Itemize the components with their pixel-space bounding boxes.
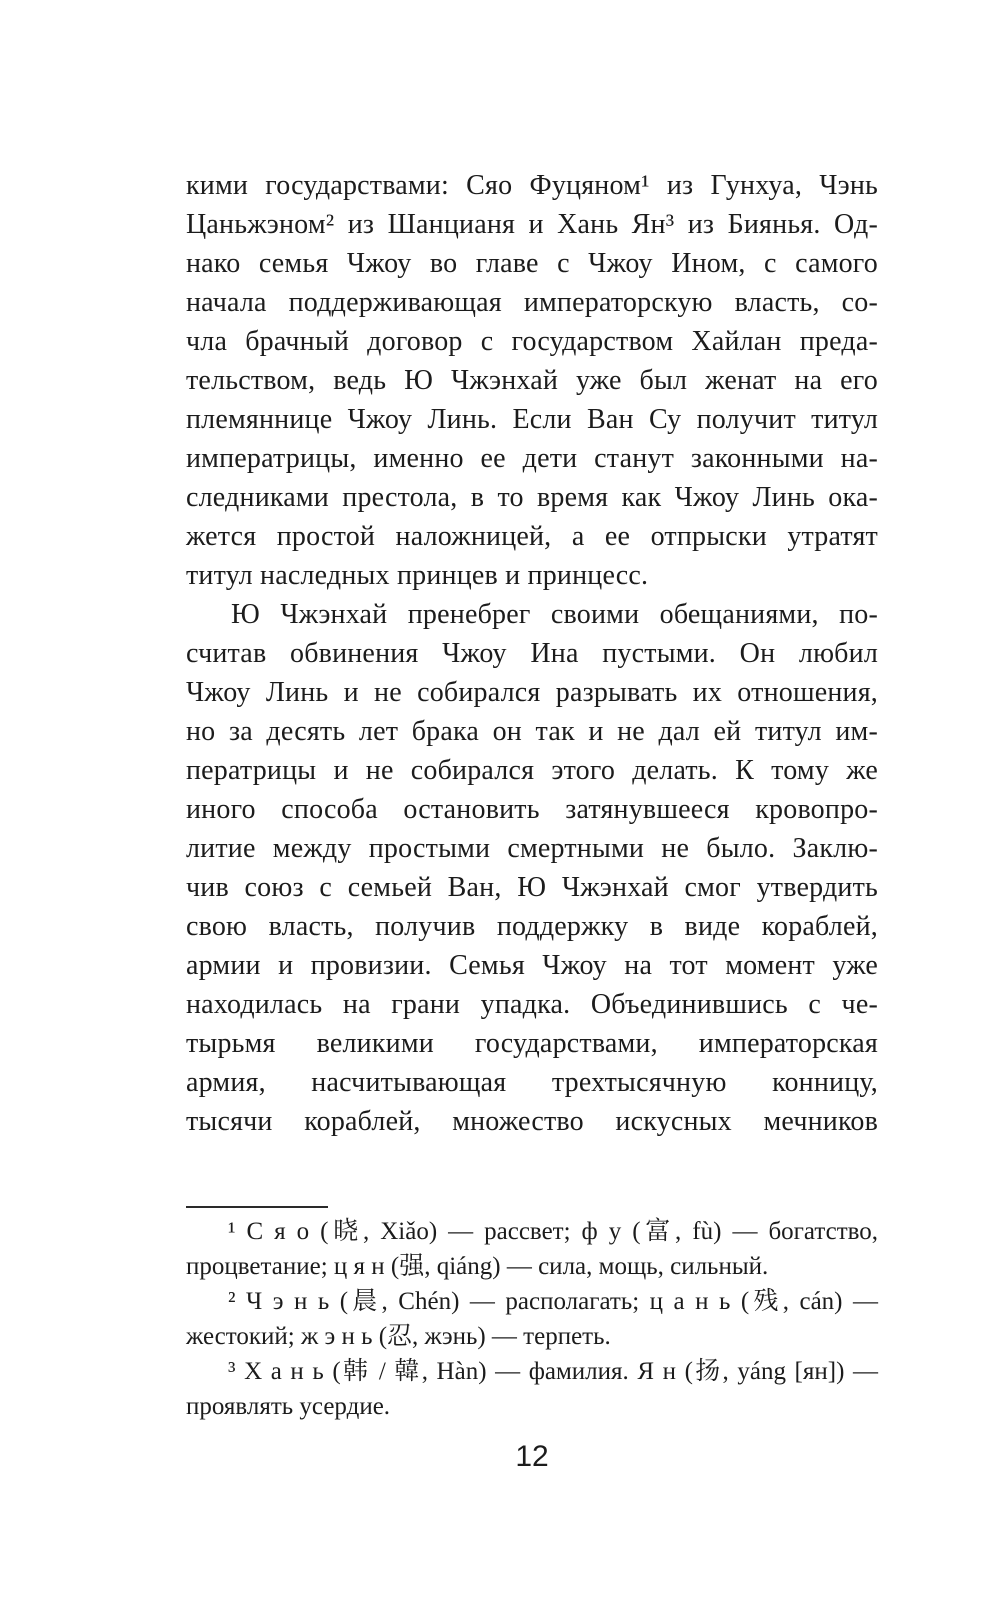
footnotes-block <box>186 1214 878 1424</box>
footnote-line: ¹ С я о (晓, Xiǎo) — рассвет; ф у (富, fù) — богатство, <box>228 1218 878 1245</box>
body-line: кими государствами: Сяо Фуцяном¹ из Гунхуа, Чэнь <box>186 170 878 201</box>
body-line: тельством, ведь Ю Чжэнхай уже был женат на его <box>186 365 878 396</box>
footnote-line: ³ Х а н ь (韩 / 韓, Hàn) — фамилия. Я н (扬, yáng [ян]) — <box>228 1358 878 1385</box>
footnote-line: жестокий; ж э н ь (忍, жэнь) — терпеть. <box>186 1323 611 1350</box>
body-text-block <box>186 166 878 1141</box>
body-line: литие между простыми смертными не было. Заклю- <box>186 833 878 864</box>
body-line: Ю Чжэнхай пренебрег своими обещаниями, по- <box>231 599 878 630</box>
body-line: начала поддерживающая императорскую власть, со- <box>186 287 878 318</box>
body-line: императрицы, именно ее дети станут законными на- <box>186 443 878 474</box>
body-line: нако семья Чжоу во главе с Чжоу Ином, с самого <box>186 248 878 279</box>
body-line: чла брачный договор с государством Хайлан преда- <box>186 326 878 357</box>
body-line: армия, насчитывающая трехтысячную конницу, <box>186 1067 878 1098</box>
body-line: жется простой наложницей, а ее отпрыски утратят <box>186 521 878 552</box>
body-line: Цаньжэном² из Шанцианя и Хань Ян³ из Биянья. Од- <box>186 209 878 240</box>
body-line: свою власть, получив поддержку в виде кораблей, <box>186 911 878 942</box>
body-line: иного способа остановить затянувшееся кровопро- <box>186 794 878 825</box>
body-line: Чжоу Линь и не собирался разрывать их отношения, <box>186 677 878 708</box>
body-line: чив союз с семьей Ван, Ю Чжэнхай смог утвердить <box>186 872 878 903</box>
body-line: племяннице Чжоу Линь. Если Ван Су получит титул <box>186 404 878 435</box>
body-line: тырьмя великими государствами, императорская <box>186 1028 878 1059</box>
footnote-line: проявлять усердие. <box>186 1393 391 1420</box>
body-line: но за десять лет брака он так и не дал ей титул им- <box>186 716 878 747</box>
footnote-line: процветание; ц я н (强, qiáng) — сила, мощь, сильный. <box>186 1253 769 1280</box>
body-line: ператрицы и не собирался этого делать. К тому же <box>186 755 878 786</box>
page-number: 12 <box>515 1440 549 1473</box>
body-line: находилась на грани упадка. Объединившись с че- <box>186 989 878 1020</box>
footnote-separator-rule <box>186 1206 328 1208</box>
footnote-line: ² Ч э н ь (晨, Chén) — располагать; ц а н ь (残, cán) — <box>228 1288 878 1315</box>
body-line: армии и провизии. Семья Чжоу на тот момент уже <box>186 950 878 981</box>
body-line: титул наследных принцев и принцесс. <box>186 560 649 591</box>
body-line: считав обвинения Чжоу Ина пустыми. Он любил <box>186 638 878 669</box>
body-line: следниками престола, в то время как Чжоу Линь ока- <box>186 482 878 513</box>
body-line: тысячи кораблей, множество искусных мечников <box>186 1106 878 1137</box>
